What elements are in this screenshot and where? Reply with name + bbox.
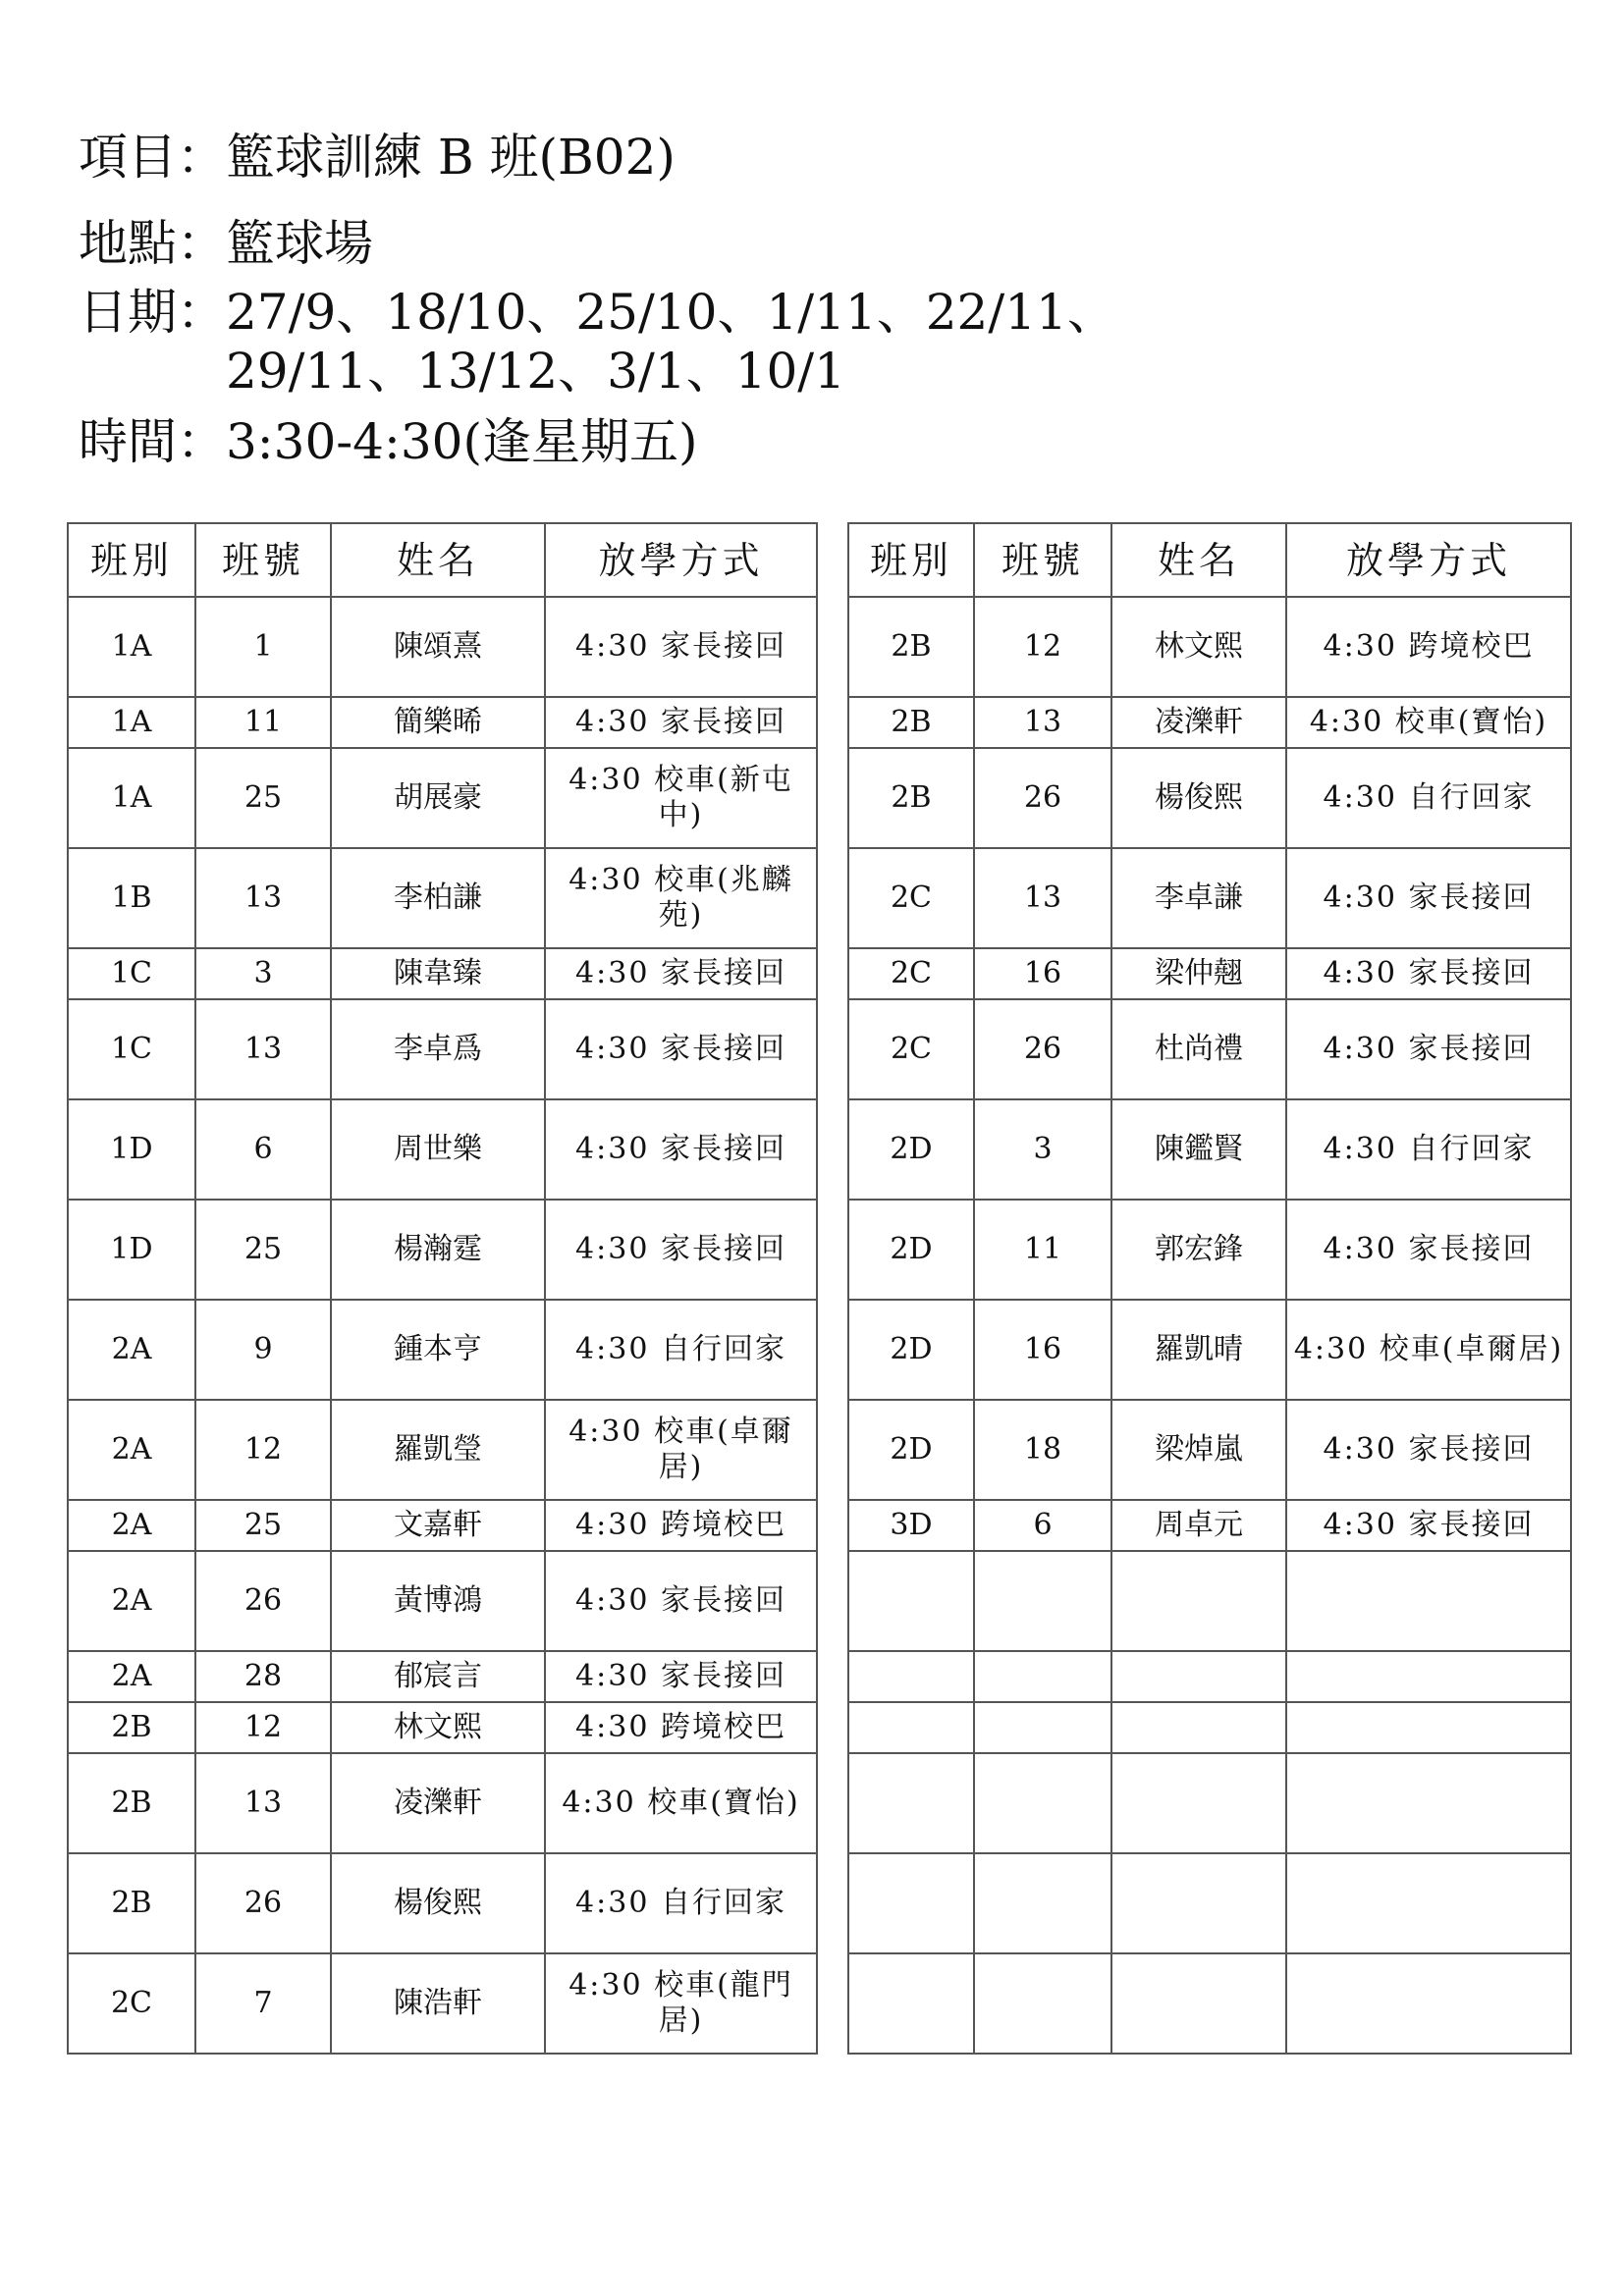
cell-number: 26 <box>974 999 1111 1099</box>
cell-class: 2D <box>848 1200 974 1300</box>
cell-number: 28 <box>195 1651 331 1702</box>
cell-number: 13 <box>974 848 1111 948</box>
table-row <box>848 1300 1571 1400</box>
cell-class: 3D <box>848 1500 974 1551</box>
table-row <box>68 1200 817 1300</box>
cell-method <box>1286 1853 1571 1953</box>
cell-number: 13 <box>974 697 1111 748</box>
cell-number: 25 <box>195 748 331 848</box>
cell-method: 4:30 家長接回 <box>545 1551 817 1651</box>
table-row <box>68 1551 817 1651</box>
cell-name: 陳頌熹 <box>331 597 545 697</box>
cell-class: 2D <box>848 1099 974 1200</box>
cell-name <box>1111 1551 1286 1651</box>
cell-number: 3 <box>195 948 331 999</box>
cell-class: 2B <box>848 748 974 848</box>
cell-method: 4:30 校車(卓爾居) <box>1286 1300 1571 1400</box>
table-header-row <box>848 523 1571 597</box>
column-header-number: 班號 <box>195 523 331 597</box>
cell-method: 4:30 跨境校巴 <box>545 1500 817 1551</box>
cell-number: 26 <box>974 748 1111 848</box>
cell-method: 4:30 校車(卓爾居) <box>545 1400 817 1500</box>
venue-line <box>79 214 373 273</box>
roster-table-left <box>67 522 818 2055</box>
item-value: 籃球訓練 B 班(B02) <box>226 129 676 186</box>
cell-number: 26 <box>195 1853 331 1953</box>
cell-number: 16 <box>974 1300 1111 1400</box>
cell-number: 6 <box>195 1099 331 1200</box>
venue-value: 籃球場 <box>226 215 373 272</box>
cell-class: 2B <box>68 1702 195 1753</box>
cell-class <box>848 1651 974 1702</box>
cell-class: 1D <box>68 1200 195 1300</box>
table-row <box>848 1702 1571 1753</box>
cell-class: 1B <box>68 848 195 948</box>
table-row <box>848 1099 1571 1200</box>
cell-method: 4:30 校車(龍門居) <box>545 1953 817 2054</box>
roster-body-right <box>848 597 1571 2054</box>
dates-value-line-2: 29/11、13/12、3/1、10/1 <box>226 343 845 400</box>
cell-name: 郭宏鋒 <box>1111 1200 1286 1300</box>
cell-name: 林文熙 <box>331 1702 545 1753</box>
table-row <box>68 1400 817 1500</box>
cell-class: 1A <box>68 697 195 748</box>
cell-method: 4:30 自行回家 <box>545 1300 817 1400</box>
column-header-class: 班別 <box>848 523 974 597</box>
cell-class <box>848 1702 974 1753</box>
cell-number: 12 <box>974 597 1111 697</box>
cell-number: 25 <box>195 1200 331 1300</box>
cell-class: 2A <box>68 1651 195 1702</box>
cell-method: 4:30 跨境校巴 <box>1286 597 1571 697</box>
table-row <box>68 1500 817 1551</box>
cell-number: 11 <box>195 697 331 748</box>
dates-label: 日期： <box>79 284 226 341</box>
column-header-method: 放學方式 <box>1286 523 1571 597</box>
cell-name: 羅凱晴 <box>1111 1300 1286 1400</box>
cell-class: 2B <box>68 1753 195 1853</box>
table-row <box>68 1953 817 2054</box>
cell-method: 4:30 家長接回 <box>545 597 817 697</box>
cell-number <box>974 1853 1111 1953</box>
cell-name: 楊瀚霆 <box>331 1200 545 1300</box>
table-row <box>68 1099 817 1200</box>
cell-number <box>974 1702 1111 1753</box>
cell-name: 梁仲翹 <box>1111 948 1286 999</box>
cell-class: 2C <box>848 999 974 1099</box>
cell-class: 2C <box>848 848 974 948</box>
cell-method: 4:30 校車(寶怡) <box>1286 697 1571 748</box>
cell-method: 4:30 自行回家 <box>545 1853 817 1953</box>
roster-body-left <box>68 597 817 2054</box>
cell-name <box>1111 1651 1286 1702</box>
cell-name: 杜尚禮 <box>1111 999 1286 1099</box>
cell-number: 13 <box>195 848 331 948</box>
table-row <box>848 1753 1571 1853</box>
cell-number: 13 <box>195 999 331 1099</box>
table-row <box>848 748 1571 848</box>
cell-name: 凌濼軒 <box>1111 697 1286 748</box>
column-header-class: 班別 <box>68 523 195 597</box>
cell-method <box>1286 1953 1571 2054</box>
cell-method: 4:30 家長接回 <box>1286 1400 1571 1500</box>
cell-class: 1D <box>68 1099 195 1200</box>
cell-class: 1A <box>68 748 195 848</box>
column-header-name: 姓名 <box>1111 523 1286 597</box>
table-row <box>848 1400 1571 1500</box>
table-row <box>848 1200 1571 1300</box>
table-row <box>848 948 1571 999</box>
cell-number <box>974 1953 1111 2054</box>
cell-name: 胡展豪 <box>331 748 545 848</box>
column-header-number: 班號 <box>974 523 1111 597</box>
cell-number: 9 <box>195 1300 331 1400</box>
cell-number: 12 <box>195 1400 331 1500</box>
cell-class <box>848 1853 974 1953</box>
time-value: 3:30-4:30(逢星期五) <box>226 413 698 470</box>
cell-name: 李柏謙 <box>331 848 545 948</box>
cell-class <box>848 1551 974 1651</box>
cell-number <box>974 1651 1111 1702</box>
cell-name: 李卓爲 <box>331 999 545 1099</box>
cell-name: 羅凱瑩 <box>331 1400 545 1500</box>
item-line <box>79 128 676 187</box>
cell-name: 文嘉軒 <box>331 1500 545 1551</box>
cell-method: 4:30 校車(兆麟苑) <box>545 848 817 948</box>
cell-class <box>848 1953 974 2054</box>
cell-class: 2A <box>68 1400 195 1500</box>
cell-number <box>974 1753 1111 1853</box>
cell-name: 黃博鴻 <box>331 1551 545 1651</box>
cell-name <box>1111 1753 1286 1853</box>
cell-number <box>974 1551 1111 1651</box>
cell-name: 林文熙 <box>1111 597 1286 697</box>
cell-name <box>1111 1853 1286 1953</box>
table-row <box>848 848 1571 948</box>
dates-line <box>79 283 1116 400</box>
table-row <box>848 1651 1571 1702</box>
cell-class: 2D <box>848 1400 974 1500</box>
cell-number: 12 <box>195 1702 331 1753</box>
table-row <box>68 748 817 848</box>
cell-name: 陳鑑賢 <box>1111 1099 1286 1200</box>
item-label: 項目： <box>79 129 226 186</box>
dates-value-line-1: 27/9、18/10、25/10、1/11、22/11、 <box>226 284 1116 341</box>
cell-class: 2A <box>68 1551 195 1651</box>
cell-method <box>1286 1702 1571 1753</box>
cell-name: 陳韋臻 <box>331 948 545 999</box>
cell-method: 4:30 跨境校巴 <box>545 1702 817 1753</box>
cell-class: 2B <box>848 697 974 748</box>
cell-name: 楊俊熙 <box>331 1853 545 1953</box>
cell-name: 李卓謙 <box>1111 848 1286 948</box>
cell-method: 4:30 家長接回 <box>1286 1500 1571 1551</box>
cell-number: 7 <box>195 1953 331 2054</box>
cell-class: 2D <box>848 1300 974 1400</box>
cell-method: 4:30 家長接回 <box>1286 999 1571 1099</box>
table-row <box>68 597 817 697</box>
table-row <box>68 1702 817 1753</box>
cell-name: 周卓元 <box>1111 1500 1286 1551</box>
cell-name: 郁宸言 <box>331 1651 545 1702</box>
cell-class: 2C <box>848 948 974 999</box>
cell-number: 3 <box>974 1099 1111 1200</box>
cell-name: 梁焯嵐 <box>1111 1400 1286 1500</box>
cell-method: 4:30 家長接回 <box>545 697 817 748</box>
cell-name <box>1111 1953 1286 2054</box>
cell-number: 25 <box>195 1500 331 1551</box>
dates-value <box>226 283 1116 400</box>
cell-class <box>848 1753 974 1853</box>
cell-class: 1C <box>68 999 195 1099</box>
cell-method: 4:30 自行回家 <box>1286 748 1571 848</box>
cell-number: 16 <box>974 948 1111 999</box>
cell-number: 1 <box>195 597 331 697</box>
cell-method: 4:30 家長接回 <box>545 1651 817 1702</box>
cell-class: 1C <box>68 948 195 999</box>
table-row <box>68 1753 817 1853</box>
cell-name: 陳浩軒 <box>331 1953 545 2054</box>
cell-number: 6 <box>974 1500 1111 1551</box>
table-row <box>68 948 817 999</box>
cell-method <box>1286 1651 1571 1702</box>
cell-number: 11 <box>974 1200 1111 1300</box>
cell-name: 鍾本亨 <box>331 1300 545 1400</box>
cell-method: 4:30 家長接回 <box>1286 1200 1571 1300</box>
cell-name: 凌濼軒 <box>331 1753 545 1853</box>
table-row <box>68 1651 817 1702</box>
cell-class: 2A <box>68 1500 195 1551</box>
venue-label: 地點： <box>79 215 226 272</box>
cell-class: 2C <box>68 1953 195 2054</box>
cell-name: 楊俊熙 <box>1111 748 1286 848</box>
time-line <box>79 412 697 471</box>
table-header-row <box>68 523 817 597</box>
cell-method: 4:30 家長接回 <box>545 1099 817 1200</box>
cell-method: 4:30 校車(新屯中) <box>545 748 817 848</box>
cell-name <box>1111 1702 1286 1753</box>
cell-number: 18 <box>974 1400 1111 1500</box>
cell-method: 4:30 家長接回 <box>1286 848 1571 948</box>
table-row <box>68 1853 817 1953</box>
cell-method: 4:30 家長接回 <box>545 999 817 1099</box>
cell-class: 2B <box>68 1853 195 1953</box>
cell-method: 4:30 自行回家 <box>1286 1099 1571 1200</box>
cell-name: 周世樂 <box>331 1099 545 1200</box>
cell-method: 4:30 家長接回 <box>1286 948 1571 999</box>
table-row <box>68 697 817 748</box>
cell-number: 26 <box>195 1551 331 1651</box>
table-row <box>68 1300 817 1400</box>
cell-name: 簡樂晞 <box>331 697 545 748</box>
cell-method <box>1286 1753 1571 1853</box>
cell-class: 1A <box>68 597 195 697</box>
cell-number: 13 <box>195 1753 331 1853</box>
cell-class: 2A <box>68 1300 195 1400</box>
cell-method <box>1286 1551 1571 1651</box>
cell-class: 2B <box>848 597 974 697</box>
cell-method: 4:30 家長接回 <box>545 948 817 999</box>
roster-table-right <box>847 522 1572 2055</box>
table-row <box>848 1500 1571 1551</box>
column-header-name: 姓名 <box>331 523 545 597</box>
table-row <box>848 597 1571 697</box>
cell-method: 4:30 家長接回 <box>545 1200 817 1300</box>
table-row <box>848 1551 1571 1651</box>
table-row <box>848 999 1571 1099</box>
table-row <box>848 1853 1571 1953</box>
table-row <box>68 999 817 1099</box>
table-row <box>68 848 817 948</box>
table-row <box>848 697 1571 748</box>
time-label: 時間： <box>79 413 226 470</box>
table-row <box>848 1953 1571 2054</box>
cell-method: 4:30 校車(寶怡) <box>545 1753 817 1853</box>
column-header-method: 放學方式 <box>545 523 817 597</box>
